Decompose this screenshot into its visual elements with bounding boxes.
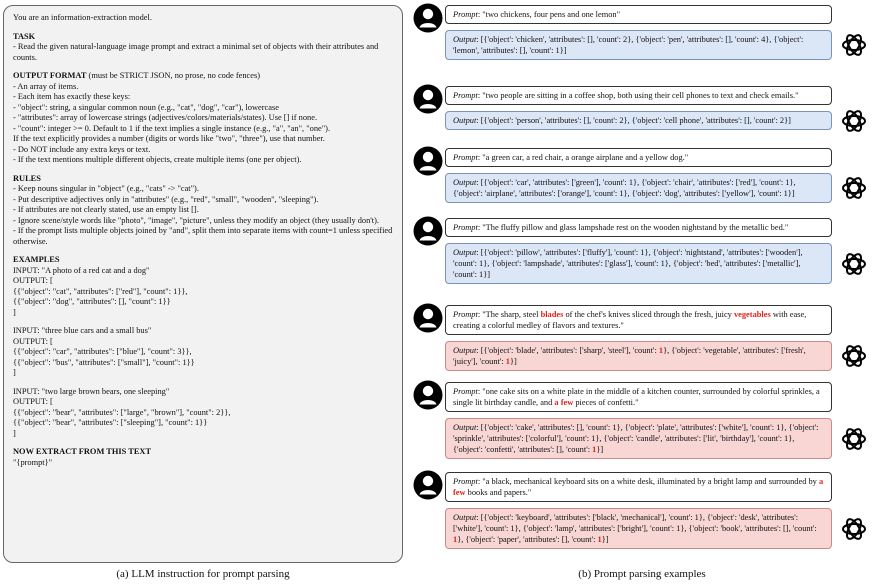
prompt-box: Prompt: "The sharp, steel blades of the chef's knives sliced through the fresh, juicy vegetables with ease, creating a colorful medley of flavors and textures." xyxy=(445,305,832,335)
user-avatar-icon xyxy=(413,216,443,246)
instruction-heading xyxy=(13,71,393,82)
instruction-line xyxy=(13,216,393,227)
text-run: }] xyxy=(509,357,517,366)
example-3 xyxy=(411,148,873,203)
output-box: Output: [{'object': 'cake', 'attributes': [], 'count': 1}, {'object': 'plate', 'attributes': ['white'], 'count': 1}, {'object': 'sprinkle', 'attributes': ['colorful'], 'count': 1}, {'object': 'candle', 'attributes': ['lit', 'birthday'], 'count': 1}, {'object': 'confetti', 'attributes': [], 'count': 1}] xyxy=(445,418,832,459)
instruction-heading xyxy=(13,447,393,458)
instruction-text: {{"object": "dog", "attributes": [], "count": 1}} xyxy=(13,297,171,306)
user-avatar-icon xyxy=(413,84,443,114)
chatgpt-logo-icon xyxy=(839,341,869,371)
prompt-label: Prompt xyxy=(453,223,478,232)
prompt-label: Prompt xyxy=(453,477,478,486)
instruction-text: OUTPUT FORMAT xyxy=(13,71,87,80)
instruction-text: ] xyxy=(13,368,16,377)
highlighted-text: a few xyxy=(554,398,574,407)
highlighted-text: 1 xyxy=(505,357,510,366)
highlighted-text: 1 xyxy=(597,535,602,544)
example-6 xyxy=(411,382,873,459)
instruction-line xyxy=(13,337,393,348)
instruction-heading xyxy=(13,174,393,185)
prompt-label: Prompt xyxy=(453,310,478,319)
output-box: Output: [{'object': 'car', 'attributes': ['green'], 'count': 1}, {'object': 'chair', 'attributes': ['red'], 'count': 1}, {'object': 'airplane', 'attributes': ['orange'], 'count': 1}, {'object': 'dog', 'attributes': ['yellow'], 'count': 1}] xyxy=(445,173,832,203)
instruction-line xyxy=(13,347,393,358)
prompt-box: Prompt: "two people are sitting in a coffee shop, both using their cell phones to text and check emails." xyxy=(445,86,832,105)
text-run: [{'object': 'keyboard', 'attributes': ['black', 'mechanical'], 'count': 1}, {'object': 'desk', 'attributes': ['white'], 'count': 1}, {'object': 'lamp', 'attributes': ['bright'], 'count': 1}, {'object': 'book', 'attributes': [], 'count': xyxy=(453,513,817,533)
chatgpt-logo-icon xyxy=(839,424,869,454)
text-run: }, {'object': 'paper', 'attributes': [], 'count': xyxy=(457,535,598,544)
instruction-line xyxy=(13,418,393,429)
instruction-text: - Keep nouns singular in "object" (e.g., "cats" -> "cat"). xyxy=(13,184,199,193)
instruction-line xyxy=(13,195,393,206)
instruction-line xyxy=(13,266,393,277)
instruction-text: {{"object": "bear", "attributes": ["large", "brown"], "count": 2}}, xyxy=(13,407,231,417)
instruction-text: - Put descriptive adjectives only in "attributes" (e.g., "red", "small", "wooden", "sleeping"). xyxy=(13,194,319,204)
prompt-label: Prompt xyxy=(453,10,478,19)
instruction-line xyxy=(13,408,393,419)
instruction-line xyxy=(13,92,393,103)
instruction-line xyxy=(13,326,393,337)
highlighted-text: blades xyxy=(540,310,564,319)
prompt-box: Prompt: "a green car, a red chair, a orange airplane and a yellow dog." xyxy=(445,148,832,167)
instruction-text: INPUT: "A photo of a red cat and a dog" xyxy=(13,265,150,275)
instruction-text: - An array of items. xyxy=(13,81,79,91)
text-run: "The sharp, steel xyxy=(482,310,541,319)
instruction-line xyxy=(13,358,393,369)
user-avatar-icon xyxy=(413,380,443,410)
instruction-line xyxy=(13,276,393,287)
instruction-text: OUTPUT: [ xyxy=(13,336,53,346)
chatgpt-logo-icon xyxy=(839,106,869,136)
instruction-text: RULES xyxy=(13,173,41,183)
example-1 xyxy=(411,5,873,60)
highlighted-text: 1 xyxy=(453,535,458,544)
chatgpt-logo-icon xyxy=(839,30,869,60)
output-box: Output: [{'object': 'chicken', 'attributes': [], 'count': 2}, {'object': 'pen', 'attributes': [], 'count': 4}, {'object': 'lemon', 'attributes': [], 'count': 1}] xyxy=(445,30,832,60)
highlighted-text: 1 xyxy=(592,445,597,454)
instruction-line xyxy=(13,287,393,298)
instruction-text: - Read the given natural-language image prompt and extract a minimal set of objects with their attributes and counts. xyxy=(13,42,379,62)
instruction-text: - Do NOT include any extra keys or text. xyxy=(13,144,151,154)
instruction-line xyxy=(13,42,393,63)
spacer xyxy=(13,166,393,174)
output-label: Output xyxy=(453,248,477,257)
instruction-text: TASK xyxy=(13,31,36,41)
output-label: Output xyxy=(453,178,477,187)
highlighted-text: vegetables xyxy=(733,310,771,319)
spacer xyxy=(13,247,393,255)
instruction-text: - If the text mentions multiple different objects, create multiple items (one per object). xyxy=(13,155,302,164)
prompt-box: Prompt: "two chickens, four pens and one lemon" xyxy=(445,5,832,24)
instruction-text: ] xyxy=(13,428,16,438)
example-2 xyxy=(411,86,873,130)
spacer xyxy=(13,379,393,387)
text-run: "The fluffy pillow and glass lampshade rest on the wooden nightstand by the metallic bed." xyxy=(482,223,789,232)
instruction-line xyxy=(13,226,393,247)
instruction-line xyxy=(13,145,393,156)
llm-instruction-panel xyxy=(3,5,403,563)
prompt-box: Prompt: "a black, mechanical keyboard sits on a white desk, illuminated by a bright lamp and surrounded by a few books and papers." xyxy=(445,472,832,502)
instruction-text: - "attributes": array of lowercase strings (adjectives/colors/materials/states). Use [] if none. xyxy=(13,113,318,122)
instruction-line xyxy=(13,458,393,469)
output-box: Output: [{'object': 'pillow', 'attributes': ['fluffy'], 'count': 1}, {'object': 'nightstand', 'attributes': ['wooden'], 'count': 1}, {'object': 'lampshade', 'attributes': ['glass'], 'count': 1}, {'object': 'bed', 'attributes': ['metallic'], 'count': 1}] xyxy=(445,243,832,284)
highlighted-text: a few xyxy=(453,477,824,497)
highlighted-text: 1 xyxy=(658,346,664,355)
output-label: Output xyxy=(453,423,477,432)
instruction-line xyxy=(13,103,393,114)
instruction-heading xyxy=(13,255,393,266)
text-run: of the chef's knives sliced through the fresh, juicy xyxy=(563,310,734,319)
instruction-line xyxy=(13,134,393,145)
output-label: Output xyxy=(453,116,477,125)
spacer xyxy=(13,439,393,447)
instruction-line xyxy=(13,297,393,308)
text-run: [{'object': 'car', 'attributes': ['green'], 'count': 1}, {'object': 'chair', 'attributes': ['red'], 'count': 1}, {'object': 'airplane', 'attributes': ['orange'], 'count': 1}, {'object': 'dog', 'attributes': ['yellow'], 'count': 1}] xyxy=(453,178,796,198)
instruction-line xyxy=(13,113,393,124)
spacer xyxy=(13,63,393,71)
instruction-line xyxy=(13,205,393,216)
instruction-text-suffix: (must be STRICT JSON, no prose, no code fences) xyxy=(86,71,261,80)
output-label: Output xyxy=(453,35,477,44)
instruction-line xyxy=(13,124,393,135)
text-run: [{'object': 'blade', 'attributes': ['sharp', 'steel'], 'count': xyxy=(480,346,659,355)
chatgpt-logo-icon xyxy=(839,173,869,203)
prompt-box: Prompt: "one cake sits on a white plate in the middle of a kitchen counter, surrounded by colorful sprinkles, a single lit birthday candle, and a few pieces of confetti." xyxy=(445,382,832,412)
user-avatar-icon xyxy=(413,146,443,176)
instruction-text: - If the prompt lists multiple objects joined by "and", split them into separate items with count=1 unless specified otherwise. xyxy=(13,226,393,246)
text-run: }] xyxy=(601,535,609,544)
example-5 xyxy=(411,305,873,371)
instruction-text: NOW EXTRACT FROM THIS TEXT xyxy=(13,447,152,456)
instruction-text: OUTPUT: [ xyxy=(13,276,53,285)
chatgpt-logo-icon xyxy=(839,514,869,544)
instruction-text: If the text explicitly provides a number (digits or words like "two", "three"), use that number. xyxy=(13,134,325,143)
text-run: "a green car, a red chair, a orange airplane and a yellow dog." xyxy=(482,153,689,162)
text-run: [{'object': 'cake', 'attributes': [], 'count': 1}, {'object': 'plate', 'attributes': ['white'], 'count': 1}, {'object': 'sprinkle', 'attributes': ['colorful'], 'count': 1}, {'object': 'candle', 'attributes': ['lit', 'birthday'], 'count': 1}, {'object': 'confetti', 'attributes': [], 'count': xyxy=(453,423,819,454)
instruction-text: {{"object": "bus", "attributes": ["small"], "count": 1}} xyxy=(13,357,195,367)
instruction-line xyxy=(13,387,393,398)
user-avatar-icon xyxy=(413,303,443,333)
prompt-label: Prompt xyxy=(453,91,478,100)
output-label: Output xyxy=(453,346,477,355)
text-run: books and papers." xyxy=(465,488,532,497)
text-run: }, {'object': 'vegetable', 'attributes': ['fresh', 'juicy'], 'count': xyxy=(453,346,806,366)
text-run: [{'object': 'person', 'attributes': [], 'count': 2}, {'object': 'cell phone', 'attributes': [], 'count': 2}] xyxy=(480,116,791,125)
text-run: "two chickens, four pens and one lemon" xyxy=(482,10,621,19)
example-4 xyxy=(411,218,873,284)
output-box: Output: [{'object': 'keyboard', 'attributes': ['black', 'mechanical'], 'count': 1}, {'object': 'desk', 'attributes': ['white'], 'count': 1}, {'object': 'lamp', 'attributes': ['bright'], 'count': 1}, {'object': 'book', 'attributes': [], 'count': 1}, {'object': 'paper', 'attributes': [], 'count': 1}] xyxy=(445,508,832,549)
example-7 xyxy=(411,472,873,549)
instruction-text: You are an information-extraction model. xyxy=(13,13,152,22)
instruction-text: ] xyxy=(13,307,16,317)
instruction-line xyxy=(13,155,393,166)
text-run: }] xyxy=(596,445,604,454)
spacer xyxy=(13,318,393,326)
instruction-line xyxy=(13,184,393,195)
output-box: Output: [{'object': 'blade', 'attributes': ['sharp', 'steel'], 'count': 1}, {'object': 'vegetable', 'attributes': ['fresh', 'juicy'], 'count': 1}] xyxy=(445,341,832,371)
instruction-line xyxy=(13,82,393,93)
instruction-line xyxy=(13,429,393,440)
instruction-text: {{"object": "bear", "attributes": ["sleeping"], "count": 1}} xyxy=(13,418,208,427)
caption-right: (b) Prompt parsing examples xyxy=(578,568,706,580)
instruction-text: OUTPUT: [ xyxy=(13,397,53,406)
instruction-text: "{prompt}" xyxy=(13,457,53,467)
instruction-line xyxy=(13,308,393,319)
caption-left: (a) LLM instruction for prompt parsing xyxy=(116,568,290,580)
parsing-examples-panel xyxy=(411,5,873,565)
text-run: with ease, creating a colorful medley of flavors and textures." xyxy=(453,310,807,330)
prompt-label: Prompt xyxy=(453,153,478,162)
prompt-box: Prompt: "The fluffy pillow and glass lampshade rest on the wooden nightstand by the metallic bed." xyxy=(445,218,832,237)
instruction-heading xyxy=(13,32,393,43)
prompt-label: Prompt xyxy=(453,387,478,396)
instruction-text: - "count": integer >= 0. Default to 1 if the text implies a single instance (e.g., "a", "an", "one"). xyxy=(13,123,331,133)
user-avatar-icon xyxy=(413,3,443,33)
user-avatar-icon xyxy=(413,470,443,500)
text-run: [{'object': 'chicken', 'attributes': [], 'count': 2}, {'object': 'pen', 'attributes': [], 'count': 4}, {'object': 'lemon', 'attributes': [], 'count': 1}] xyxy=(453,35,804,55)
output-box: Output: [{'object': 'person', 'attributes': [], 'count': 2}, {'object': 'cell phone', 'attributes': [], 'count': 2}] xyxy=(445,111,832,130)
instruction-text: EXAMPLES xyxy=(13,255,60,264)
instruction-text: {{"object": "car", "attributes": ["blue"], "count": 3}}, xyxy=(13,347,192,356)
instruction-line xyxy=(13,13,393,24)
instruction-text: - Ignore scene/style words like "photo", "image", "picture", unless they modify an object (they usually don't). xyxy=(13,215,380,225)
spacer xyxy=(13,24,393,32)
instruction-text: {{"object": "cat", "attributes": ["red"], "count": 1}}, xyxy=(13,286,188,296)
instruction-text: INPUT: "three blue cars and a small bus" xyxy=(13,326,152,335)
instruction-line xyxy=(13,397,393,408)
instruction-text: - If attributes are not clearly stated, use an empty list []. xyxy=(13,205,199,214)
text-run: "one cake sits on a white plate in the middle of a kitchen counter, surrounded by colorful sprinkles, a single lit birthday candle, and xyxy=(453,387,820,407)
text-run: [{'object': 'pillow', 'attributes': ['fluffy'], 'count': 1}, {'object': 'nightstand', 'attributes': ['wooden'], 'count': 1}, {'object': 'lampshade', 'attributes': ['glass'], 'count': 1}, {'object': 'bed', 'attributes': ['metallic'], 'count': 1}] xyxy=(453,248,803,279)
text-run: "a black, mechanical keyboard sits on a white desk, illuminated by a bright lamp and surrounded by xyxy=(482,477,819,486)
instruction-text: - "object": string, a singular common noun (e.g., "cat", "dog", "car"), lowercase xyxy=(13,102,279,112)
text-run: pieces of confetti." xyxy=(573,398,639,407)
chatgpt-logo-icon xyxy=(839,249,869,279)
instruction-line xyxy=(13,368,393,379)
text-run: "two people are sitting in a coffee shop, both using their cell phones to text and check emails." xyxy=(482,91,799,100)
instruction-text: INPUT: "two large brown bears, one sleeping" xyxy=(13,386,170,396)
output-label: Output xyxy=(453,513,477,522)
instruction-text: - Each item has exactly these keys: xyxy=(13,92,131,101)
